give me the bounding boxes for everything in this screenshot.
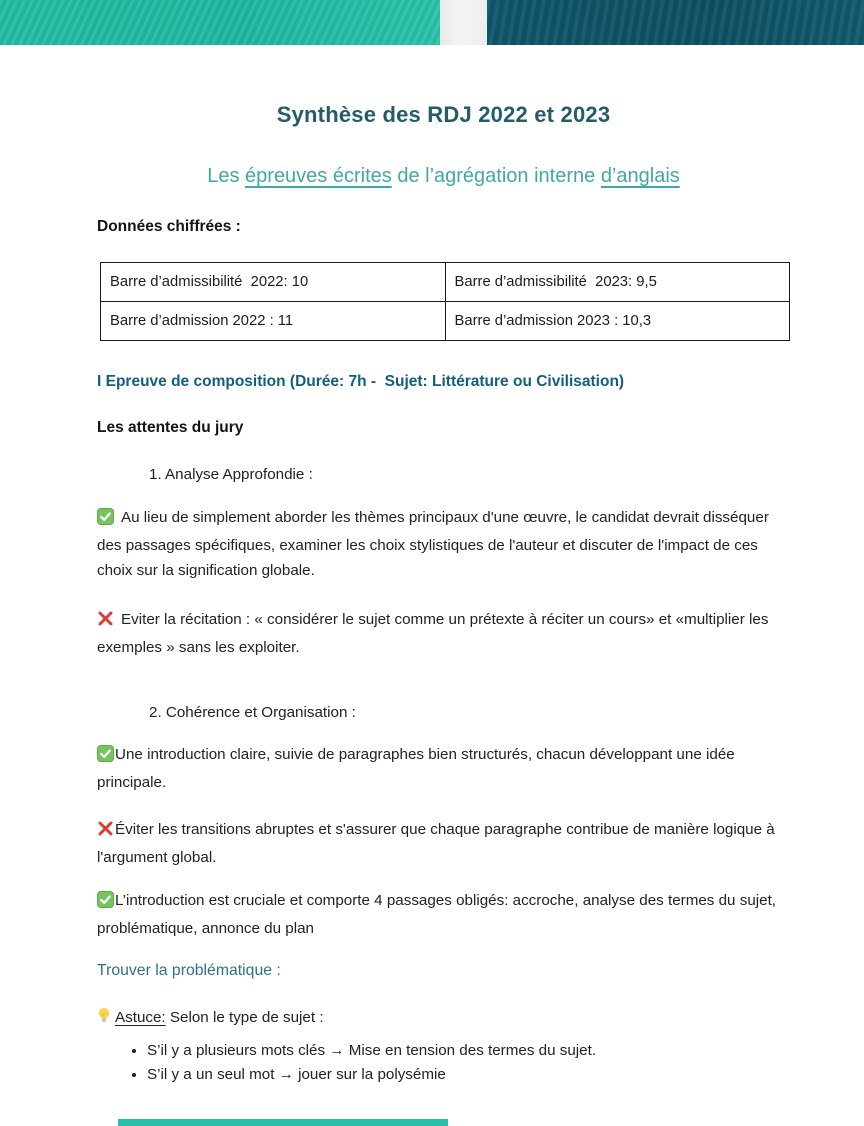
pro-introduction-paragraph [97,742,790,795]
tip-line [97,1006,790,1033]
banner-dark-segment [487,0,864,45]
tip-label: Astuce: [115,1009,166,1026]
cross-icon [97,610,114,635]
lightbulb-icon [97,1007,111,1033]
con-transitions-paragraph [97,817,790,870]
cross-icon [97,820,114,845]
cell-admissibilite-2022: Barre d’admissibilité 2022: 10 [101,263,446,302]
cell-admission-2022: Barre d’admission 2022 : 11 [101,302,446,341]
cell-admissibilite-2023: Barre d’admissibilité 2023: 9,5 [445,263,790,302]
con-recitation-text: Eviter la récitation : « considérer le sujet comme un prétexte à réciter un cours» et «multiplier les exemples » sans les exploiter. [97,611,769,656]
table-row [101,263,790,302]
tip-bullet-2: • S’il y a un seul mot → jouer sur la polysémie [147,1063,790,1087]
problematique-heading: Trouver la problématique : [97,962,281,979]
subtitle-middle: de l’agrégation interne [391,165,601,187]
pro-analysis-text: Au lieu de simplement aborder les thèmes principaux d'une œuvre, le candidat devrait disséquer des passages spécifiques, examiner les choix stylistiques de l'auteur et discuter de l'impact de ces choix sur la signification globale. [97,509,769,579]
jury-expectations-heading: Les attentes du jury [97,419,244,436]
pro-analysis-paragraph [97,505,790,583]
cell-admission-2023: Barre d’admission 2023 : 10,3 [445,302,790,341]
banner-white-segment [440,0,487,45]
con-transitions-text: Éviter les transitions abruptes et s'assurer que chaque paragraphe contribue de manière logique à l'argument global. [97,821,775,866]
subtitle-prefix: Les [207,165,246,187]
document-content [0,100,864,1087]
check-icon [97,508,114,533]
page-title: Synthèse des RDJ 2022 et 2023 [276,102,611,127]
check-icon [97,745,114,770]
banner-teal-segment [0,0,440,45]
bottom-accent-bar [118,1119,448,1126]
data-figures-heading: Données chiffrées : [97,218,241,235]
subtitle-underlined-anglais: d’anglais [600,165,680,187]
page-subtitle [97,163,790,190]
scores-table [100,262,790,341]
section-heading-composition: I Epreuve de composition (Durée: 7h - Sujet: Littérature ou Civilisation) [97,373,625,390]
tip-bullet-1: • S’il y a plusieurs mots clés → Mise en tension des termes du sujet. [147,1039,790,1063]
tip-text: Selon le type de sujet : [165,1009,324,1026]
tip-bullet-list [97,1039,790,1087]
photo-banner [0,0,864,45]
point-1-title: 1. Analyse Approfondie : [149,466,313,483]
pro-introduction-text: Une introduction claire, suivie de paragraphes bien structurés, chacun développant une idée principale. [97,746,735,791]
pro-intro-structure-text: L’introduction est cruciale et comporte 4 passages obligés: accroche, analyse des termes du sujet, problématique, annonce du plan [97,892,777,937]
point-2-title: 2. Cohérence et Organisation : [149,704,356,721]
table-row [101,302,790,341]
subtitle-underlined-epreuves: épreuves écrites [245,165,392,187]
check-icon [97,891,114,916]
con-recitation-paragraph [97,607,790,660]
pro-intro-structure-paragraph [97,888,790,941]
